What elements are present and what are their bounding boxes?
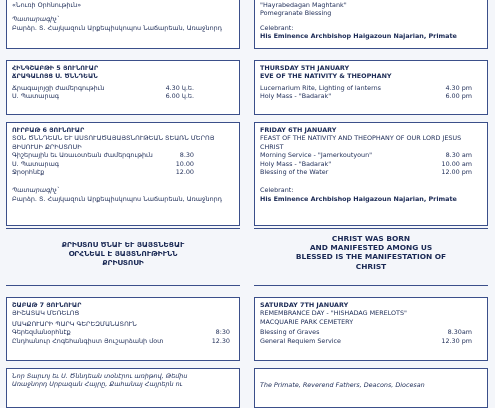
- day-title: SATURDAY 7TH JANUARY: [260, 301, 349, 309]
- greeting-line: BLESSED IS THE MANIFESTATION OF: [295, 252, 447, 262]
- service-label: Blessing of the Water: [260, 168, 329, 177]
- greeting-line: ՔՐԻՍՏՈՍ ԾՆԱՒ ԵՒ ՅԱՅՏՆԵՑԱՒ: [61, 240, 185, 249]
- celebrant-label: Celebrant:: [260, 186, 294, 195]
- day-subtitle: ՃՐԱԳԱԼՈՅՑ Ս. ԾՆՆԴԵԱՆ: [12, 72, 98, 81]
- service-time: 6.00 կ.ե.: [165, 92, 194, 101]
- service-time: 4.30 կ.ե.: [165, 83, 194, 92]
- service-label: Holy Mass - "Badarak": [260, 159, 332, 168]
- service-label: Ընդհանուր Հոգեհանգիստ Յուշարձանի մօտ: [12, 336, 164, 345]
- service-time: 6.00 pm: [445, 92, 472, 101]
- service-time: 12.30 pm: [441, 336, 472, 345]
- day-title: ՀԻՆԳՇԱԲԹԻ 5 ՅՈՒՆՈՒԱՐ: [12, 64, 99, 72]
- divider: [254, 285, 488, 286]
- friday-panel-hy: [6, 122, 240, 226]
- schedule-row: [260, 92, 482, 100]
- service-time: 10.00: [175, 159, 194, 168]
- schedule-row: [260, 168, 482, 176]
- greeting-line: ՕՐՀՆԵԱԼ Է ՅԱՅՏՆՈՒԹԻՒՆՆ: [68, 249, 178, 259]
- service-time: 4.30 pm: [445, 83, 472, 92]
- service-time: 8.30am: [447, 328, 472, 337]
- celebrant-label: Celebrant:: [260, 23, 294, 32]
- service-time: 8.30: [179, 151, 194, 160]
- service-label: Ս. Պատարագ: [12, 159, 60, 168]
- closing-panel-en: [254, 368, 488, 408]
- closing-panel-hy: [6, 368, 240, 408]
- closing-line: Առաջնորդ Սրբազան Հայրը, Քահանայ Հայրերն ու: [12, 380, 183, 389]
- thursday-panel-en: [254, 60, 488, 115]
- schedule-row: [260, 160, 482, 168]
- schedule-row: [260, 151, 482, 159]
- celebrant-label: Պատարագիչ՝: [12, 15, 59, 24]
- closing-line: Նոր Տարւոյ եւ Ս. Ծննդեան տօնէրու առիթով, Թեմիս: [12, 372, 188, 380]
- day-title: ՇԱԲԱԹ 7 ՅՈՒՆՈՒԱՐ: [12, 301, 82, 309]
- schedule-row: [260, 84, 482, 92]
- thursday-panel-hy: [6, 60, 240, 115]
- schedule-row: [12, 151, 234, 159]
- day-subtitle: ՅԻՇԱՏԱԿ ՄԵՌԵԼՈՑ: [12, 309, 80, 318]
- service-time: 10.00 am: [441, 159, 472, 168]
- service-time: 12.00: [175, 168, 194, 177]
- service-time: 8:30: [215, 328, 230, 337]
- schedule-row: [12, 84, 234, 92]
- service-time: 12.00 pm: [441, 168, 472, 177]
- divider: [6, 228, 240, 229]
- greeting-line: ՔՐԻՍՏՈՍԻ: [102, 258, 144, 268]
- schedule-row: [12, 168, 234, 176]
- saturday-panel-hy: [6, 297, 240, 361]
- schedule-row: [12, 92, 234, 100]
- greeting-line: CHRIST: [355, 261, 387, 271]
- schedule-row: [12, 337, 234, 345]
- day-subtitle: ՏՕՆ ԾՆՆԴԵԱՆ ԵՒ ԱՍՏՈՒԱԾԱՅԱՅՏՆՈՒԹԵԱՆ ՏԵԱՌՆ ՄԵՐՈՅ ՅԻՍՈՒՍԻ ՔՐԻՍՏՈՍԻ: [12, 134, 215, 151]
- service-label: Ջրօրհնէք: [12, 168, 45, 177]
- celebrant-name: Բարձր. Տ. Հայկազուն Արքեպիսկոպոս Նաճարեան, Առաջնորդ: [12, 194, 222, 203]
- divider: [6, 285, 240, 286]
- saturday-panel-en: [254, 297, 488, 361]
- divider: [254, 228, 488, 229]
- friday-panel-en: [254, 122, 488, 226]
- blessing-panel-en: [254, 0, 488, 49]
- schedule-row: [12, 160, 234, 168]
- greeting-line: AND MANIFESTED AMONG US: [309, 243, 433, 253]
- location: ՄԱԿՔՈՒԱՐԻ ՊԱՐԿ ԳԵՐԵԶՄԱՆԱՏՈՒՆ: [12, 319, 137, 328]
- blessing-panel-hy: [6, 0, 240, 49]
- day-subtitle: REMEMBRANCE DAY - "HISHADAG MERELOTS": [260, 309, 407, 318]
- service-label: Blessing of Graves: [260, 328, 320, 337]
- service-label: Գիշերային եւ Առաւօտեան ժամերգութիւն: [12, 151, 153, 160]
- service-label: Morning Service - "Jamerkoutyoun": [260, 151, 373, 160]
- closing-line: The Primate, Reverend Fathers, Deacons, Diocesan: [260, 381, 425, 389]
- location: MACQUARIE PARK CEMETERY: [260, 317, 354, 326]
- blessing-line: "Hayrabedagan Maghtank": [260, 1, 347, 9]
- service-label: Lucernarium Rite, Lighting of lanterns: [260, 83, 381, 92]
- schedule-row: [12, 328, 234, 336]
- schedule-row: [260, 337, 482, 345]
- service-label: General Requiem Service: [260, 336, 341, 345]
- blessing-line: «Նուռի Օրհնութիւն»: [12, 1, 82, 9]
- greeting-line: CHRIST WAS BORN: [331, 234, 411, 243]
- blessing-line: Pomegranate Blessing: [260, 9, 332, 18]
- day-title: ՈՒՐԲԱԹ 6 ՅՈՒՆՈՒԱՐ: [12, 126, 85, 134]
- service-time: 8.30 am: [445, 151, 472, 160]
- schedule-row: [260, 328, 482, 336]
- service-label: Ս. Պատարագ: [12, 92, 60, 101]
- service-label: Գերեզմանօրհնէք: [12, 328, 71, 337]
- service-label: Holy Mass - "Badarak": [260, 92, 332, 101]
- celebrant-name: His Eminence Archbishop Haigazoun Najarian, Primate: [260, 32, 457, 41]
- greeting-banner-en: [254, 234, 488, 271]
- day-title: THURSDAY 5TH JANUARY: [260, 64, 350, 72]
- day-subtitle: EVE OF THE NATIVITY & THEOPHANY: [260, 72, 392, 81]
- celebrant-label: Պատարագիչ՝: [12, 186, 59, 195]
- celebrant-name: His Eminence Archbishop Haigazoun Najarian, Primate: [260, 194, 457, 203]
- day-subtitle: FEAST OF THE NATIVITY AND THEOPHANY OF OUR LORD JESUS CHRIST: [260, 134, 462, 151]
- service-time: 12.30: [211, 336, 230, 345]
- day-title: FRIDAY 6TH JANUARY: [260, 126, 337, 134]
- celebrant-name: Բարձր. Տ. Հայկազուն Արքեպիսկոպոս Նաճարեան, Առաջնորդ: [12, 23, 222, 32]
- greeting-banner-hy: [6, 240, 240, 268]
- service-label: Ճրագալոյցի ժամերգութիւն: [12, 83, 105, 92]
